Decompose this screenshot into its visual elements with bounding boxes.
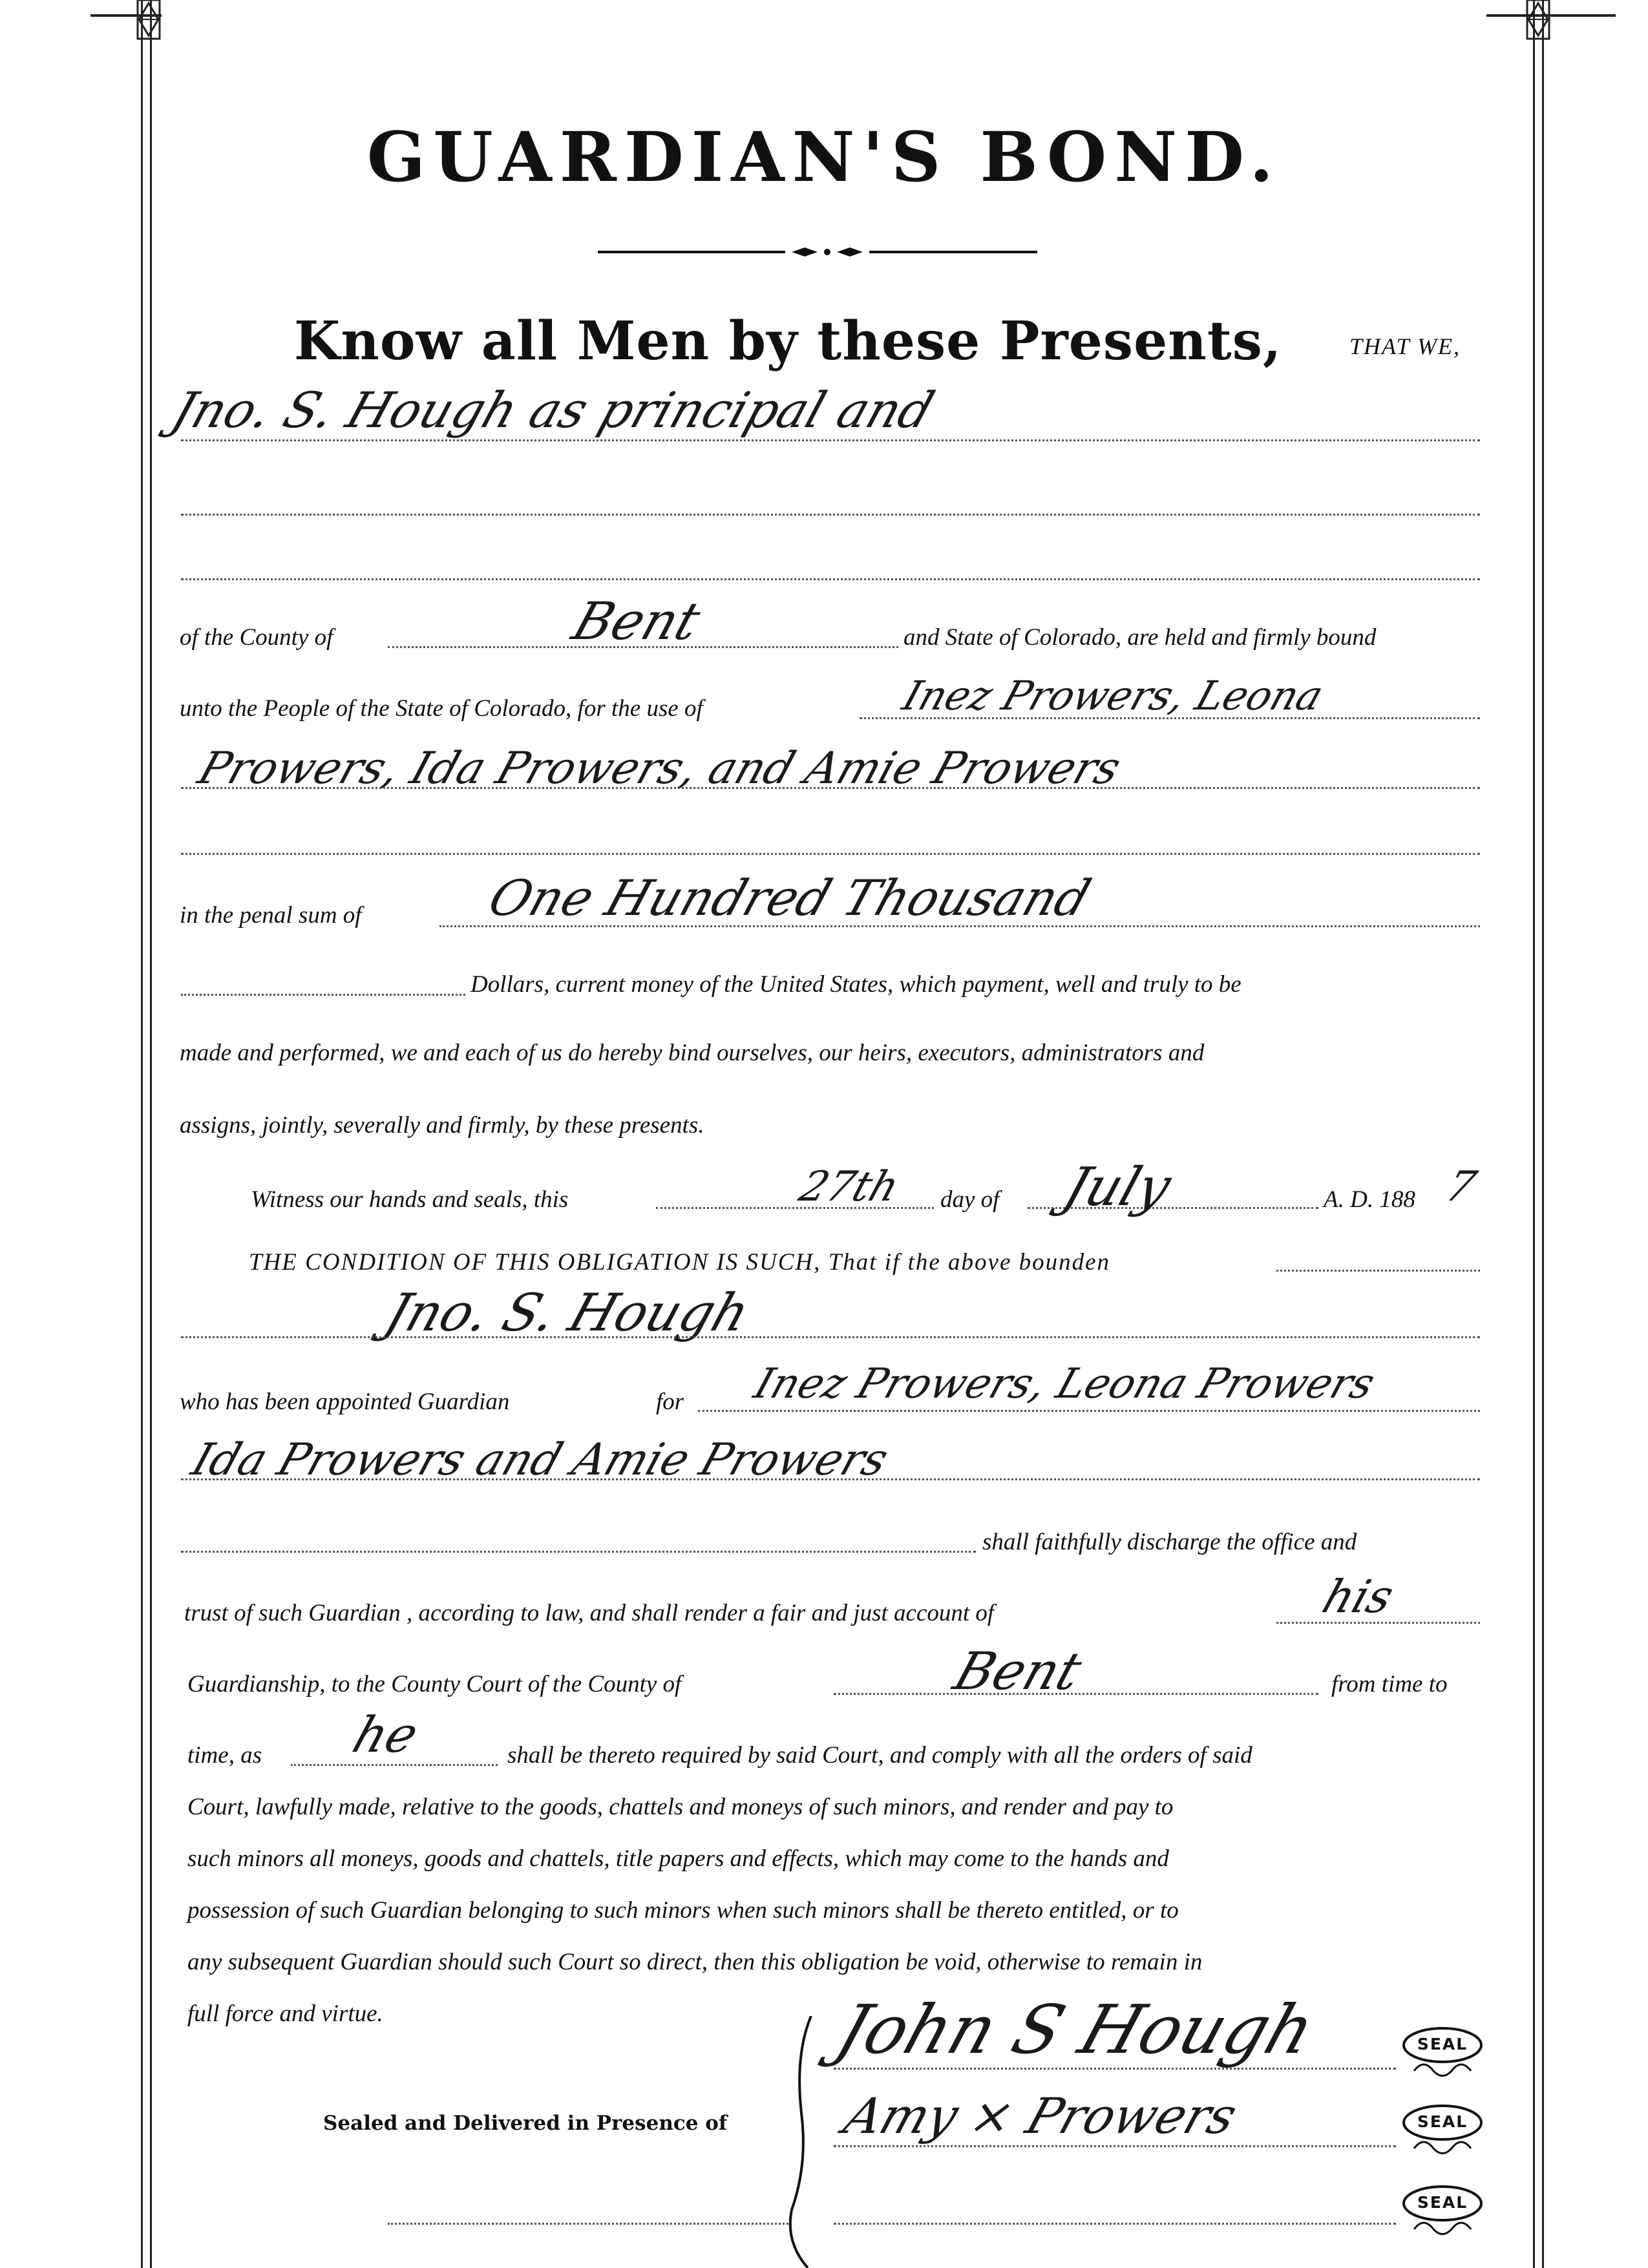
witness-text: Witness our hands and seals, this [251, 1186, 569, 1213]
right-border-inner [1533, 0, 1535, 2268]
dollars-line [181, 994, 465, 996]
year-digit-handwriting: 7 [1439, 1163, 1482, 1211]
such-minors-text: such minors all moneys, goods and chattels, title papers and effects, which may come to the hands and [187, 1845, 1169, 1872]
principal-line [181, 439, 1480, 441]
signature-prowers: Amy × Prowers [837, 2087, 1244, 2145]
left-border-inner [150, 0, 152, 2268]
signature-hough: John S Hough [827, 1990, 1325, 2069]
faithfully-text: shall faithfully discharge the office and [982, 1529, 1357, 1555]
court-text: Court, lawfully made, relative to the goods, chattels and moneys of such minors, and render and pay to [187, 1794, 1174, 1820]
wards-handwriting-2: Prowers, Ida Prowers, and Amie Prowers [192, 743, 1127, 794]
time-as-label: time, as [187, 1742, 262, 1769]
from-time-text: from time to [1331, 1671, 1448, 1697]
he-handwriting: he [346, 1706, 426, 1763]
state-bound-text: and State of Colorado, are held and firmly bound [903, 624, 1377, 651]
required-text: shall be thereto required by said Court, and comply with all the orders of said [507, 1742, 1252, 1769]
seal-2-text: SEAL [1417, 2112, 1468, 2131]
seal-3-text: SEAL [1417, 2193, 1468, 2212]
county2-line [834, 1693, 1318, 1695]
who-has-text: who has been appointed Guardian [180, 1389, 510, 1415]
county2-handwriting: Bent [946, 1641, 1089, 1701]
appointed-handwriting-1: Inez Prowers, Leona Prowers [748, 1360, 1381, 1408]
full-force-text: full force and virtue. [187, 2000, 383, 2027]
county-label: of the County of [180, 624, 333, 651]
appointed-handwriting-2: Ida Prowers and Amie Prowers [185, 1434, 894, 1486]
right-border-outer [1542, 0, 1544, 2268]
ad-label: A. D. 188 [1324, 1186, 1415, 1213]
document-title: GUARDIAN'S BOND. [366, 116, 1282, 197]
day-of-label: day of [940, 1186, 1000, 1213]
witness-signature-line [388, 2223, 788, 2225]
bounden-line [181, 1336, 1480, 1338]
dollars-text: Dollars, current money of the United States, which payment, well and truly to be [470, 971, 1241, 998]
wards-line [181, 787, 1480, 789]
his-handwriting: his [1316, 1570, 1400, 1623]
appointed-line-2 [181, 1478, 1480, 1480]
condition-text: THE CONDITION OF THIS OBLIGATION IS SUCH, That if the above bounden [249, 1249, 1111, 1276]
corner-ornament-left-icon [120, 0, 178, 52]
possession-text: possession of such Guardian belonging to such minors when such minors shall be thereto entitled, or to [187, 1897, 1179, 1924]
blank-line-2 [181, 578, 1480, 580]
condition-line [1276, 1270, 1480, 1272]
title-divider-icon [598, 242, 1037, 262]
made-performed-text: made and performed, we and each of us do hereby bind ourselves, our heirs, executors, administrators and [180, 1040, 1205, 1066]
signature-bracket-icon [782, 2016, 821, 2268]
sum-handwriting: One Hundred Thousand [481, 869, 1098, 927]
appointed-line [698, 1410, 1480, 1412]
county-handwriting: Bent [565, 591, 708, 651]
principal-handwriting: Jno. S. Hough as principal and [165, 381, 941, 439]
sealed-delivered-label: Sealed and Delivered in Presence of [323, 2112, 728, 2135]
day-handwriting: 27th [793, 1163, 905, 1211]
trust-text: trust of such Guardian , according to law, and shall render a fair and just account of [184, 1600, 995, 1626]
use-of-text: unto the People of the State of Colorado, for the use of [180, 695, 703, 722]
assigns-text: assigns, jointly, severally and firmly, by these presents. [180, 1112, 704, 1139]
he-line [291, 1764, 498, 1766]
for-label: for [656, 1389, 684, 1415]
faithfully-line [181, 1551, 976, 1553]
blank-line-3 [181, 853, 1480, 855]
blank-line-1 [181, 514, 1480, 516]
left-border-outer [141, 0, 143, 2268]
seal-1-text: SEAL [1417, 2035, 1468, 2053]
signature-line-3 [834, 2223, 1396, 2225]
corner-ornament-right-icon [1509, 0, 1567, 52]
guardianship-text: Guardianship, to the County Court of the County of [187, 1671, 682, 1697]
seal-stamp-1 [1401, 2026, 1484, 2085]
month-handwriting: July [1056, 1157, 1179, 1218]
that-we-label: THAT WE, [1349, 333, 1461, 359]
signature-line-2 [834, 2145, 1396, 2147]
bounden-handwriting: Jno. S. Hough [377, 1283, 757, 1343]
seal-stamp-3 [1401, 2184, 1484, 2243]
wards-handwriting-1: Inez Prowers, Leona [897, 672, 1329, 719]
penal-sum-label: in the penal sum of [180, 902, 362, 929]
seal-stamp-2 [1401, 2103, 1484, 2163]
subsequent-text: any subsequent Guardian should such Court so direct, then this obligation be void, otherwise to remain in [187, 1949, 1203, 1975]
intro-heading: Know all Men by these Presents, [294, 310, 1282, 372]
signature-line-1 [834, 2068, 1396, 2070]
